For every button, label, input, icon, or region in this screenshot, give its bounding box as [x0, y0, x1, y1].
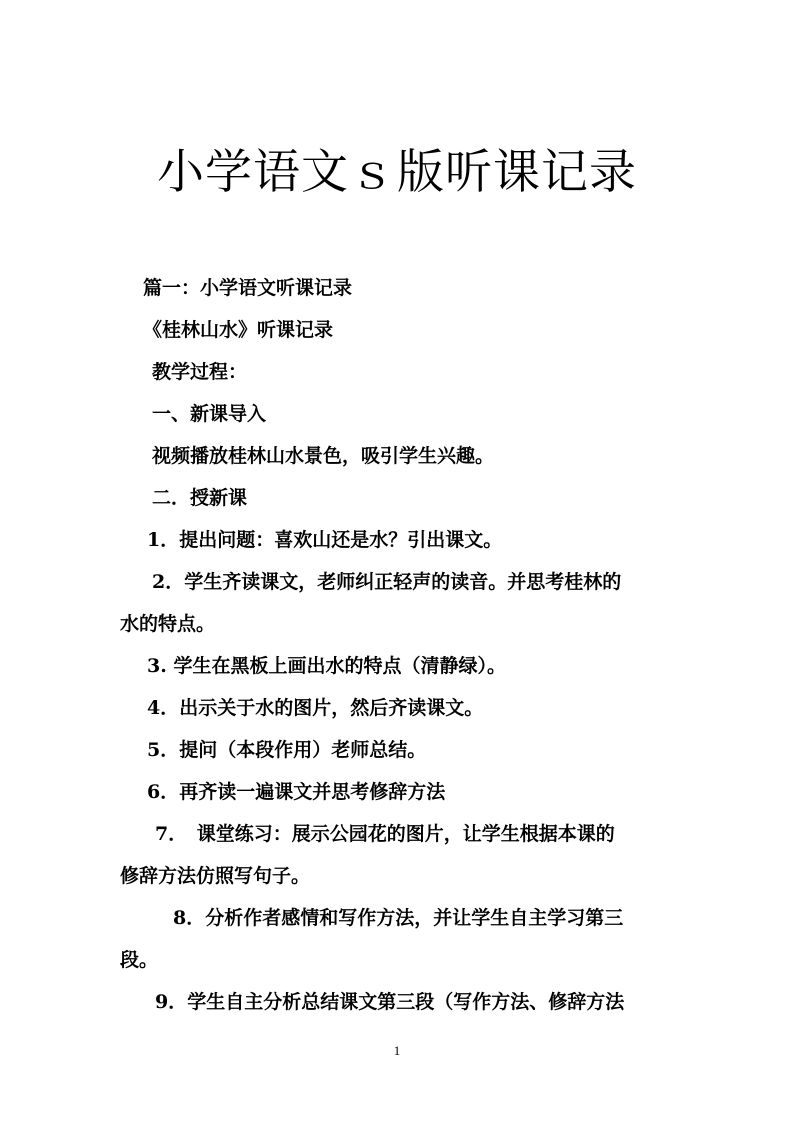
paragraph-line: 二．授新课	[152, 487, 248, 509]
list-item: 9．学生自主分析总结课文第三段（写作方法、修辞方法	[155, 991, 625, 1013]
list-item: 6．再齐读一遍课文并思考修辞方法	[147, 781, 446, 803]
list-item: 4．出示关于水的图片，然后齐读课文。	[147, 697, 484, 719]
list-item: 2．学生齐读课文，老师纠正轻声的读音。并思考桂林的	[152, 571, 622, 593]
list-item: 5．提问（本段作用）老师总结。	[147, 739, 427, 761]
paragraph-line: 教学过程：	[152, 361, 248, 383]
list-item: 8．分析作者感情和写作方法，并让学生自主学习第三	[173, 907, 624, 929]
paragraph-line: 视频播放桂林山水景色，吸引学生兴趣。	[152, 445, 495, 467]
list-item: 1．提出问题：喜欢山还是水？引出课文。	[147, 529, 503, 551]
list-item: 3. 学生在黑板上画出水的特点（清静绿）。	[147, 655, 506, 677]
section-heading: 篇一：小学语文听课记录	[143, 277, 353, 299]
lesson-title: 《桂林山水》听课记录	[143, 319, 334, 341]
list-item-continuation: 水的特点。	[120, 613, 216, 635]
list-item-continuation: 修辞方法仿照写句子。	[120, 865, 311, 887]
page-number: 1	[393, 1043, 401, 1058]
document-title: 小学语文ｓ版听课记录	[157, 145, 637, 200]
paragraph-line: 一、新课导入	[152, 403, 267, 425]
list-item: 7． 课堂练习：展示公园花的图片，让学生根据本课的	[155, 823, 615, 845]
list-item-continuation: 段。	[120, 949, 159, 971]
